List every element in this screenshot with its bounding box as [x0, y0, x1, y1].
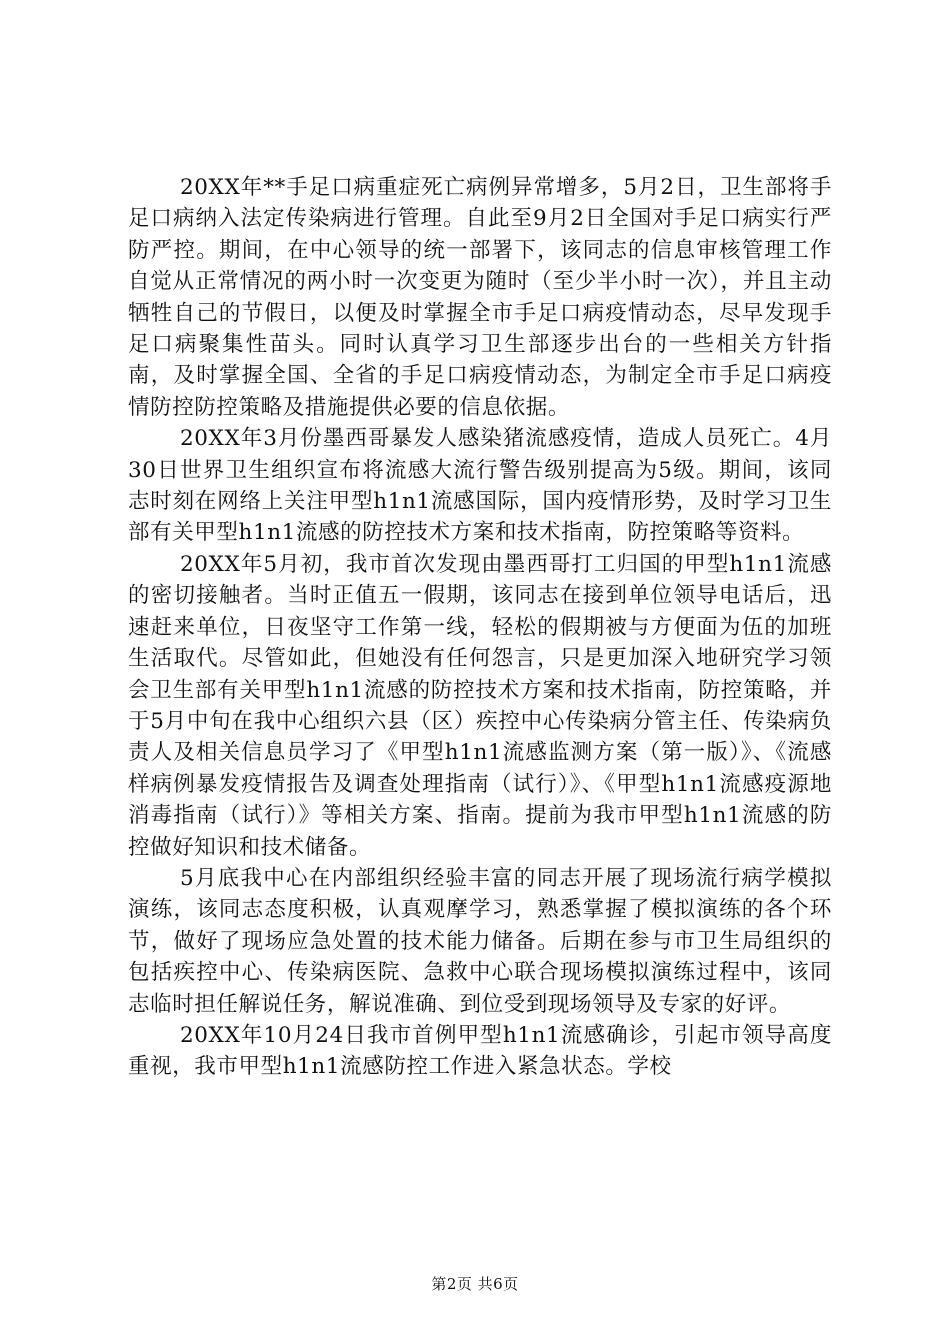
paragraph-hfmd: 20XX年**手足口病重症死亡病例异常增多，5月2日，卫生部将手足口病纳入法定传染病进行管理。自此至9月2日全国对手足口病实行严防严控。期间，在中心领导的统一部署下，该同志的信息审核管理工作自觉从正常情况的两小时一次变更为随时（至少半小时一次），并且主动牺牲自己的节假日，以便及时掌握全市手足口病疫情动态，尽早发现手足口病聚集性苗头。同时认真学习卫生部逐步出台的一些相关方针指南，及时掌握全国、全省的手足口病疫情动态，为制定全市手足口病疫情防控防控策略及措施提供必要的信息依据。	[128, 175, 832, 420]
paragraph-first-contact: 20XX年5月初，我市首次发现由墨西哥打工归国的甲型h1n1流感的密切接触者。当时正值五一假期，该同志在接到单位领导电话后，迅速赶来单位，日夜坚守工作第一线，轻松的假期被与方便面为伍的加班生活取代。尽管如此，但她没有任何怨言，只是更加深入地研究学习领会卫生部有关甲型h1n1流感的防控技术方案和技术指南，防控策略，并于5月中旬在我中心组织六县（区）疾控中心传染病分管主任、传染病负责人及相关信息员学习了《甲型h1n1流感监测方案（第一版）》、《流感样病例暴发疫情报告及调查处理指南（试行）》、《甲型h1n1流感疫源地消毒指南（试行）》等相关方案、指南。提前为我市甲型h1n1流感的防控做好知识和技术储备。	[128, 551, 832, 860]
paragraph-first-case: 20XX年10月24日我市首例甲型h1n1流感确诊，引起市领导高度重视，我市甲型h1n1流感防控工作进入紧急状态。学校	[128, 1022, 832, 1080]
page-number-footer: 第2页 共6页	[431, 1275, 519, 1293]
paragraph-mexico-flu: 20XX年3月份墨西哥暴发人感染猪流感疫情，造成人员死亡。4月30日世界卫生组织宣布将流感大流行警告级别提高为5级。期间，该同志时刻在网络上关注甲型h1n1流感国际，国内疫情形势，及时学习卫生部有关甲型h1n1流感的防控技术方案和技术指南，防控策略等资料。	[128, 426, 832, 546]
document-body	[128, 172, 832, 1083]
paragraph-drill: 5月底我中心在内部组织经验丰富的同志开展了现场流行病学模拟演练，该同志态度积极，认真观摩学习，熟悉掌握了模拟演练的各个环节，做好了现场应急处置的技术能力储备。后期在参与市卫生局组织的包括疾控中心、传染病医院、急救中心联合现场模拟演练过程中，该同志临时担任解说任务，解说准确、到位受到现场领导及专家的好评。	[128, 865, 832, 1017]
